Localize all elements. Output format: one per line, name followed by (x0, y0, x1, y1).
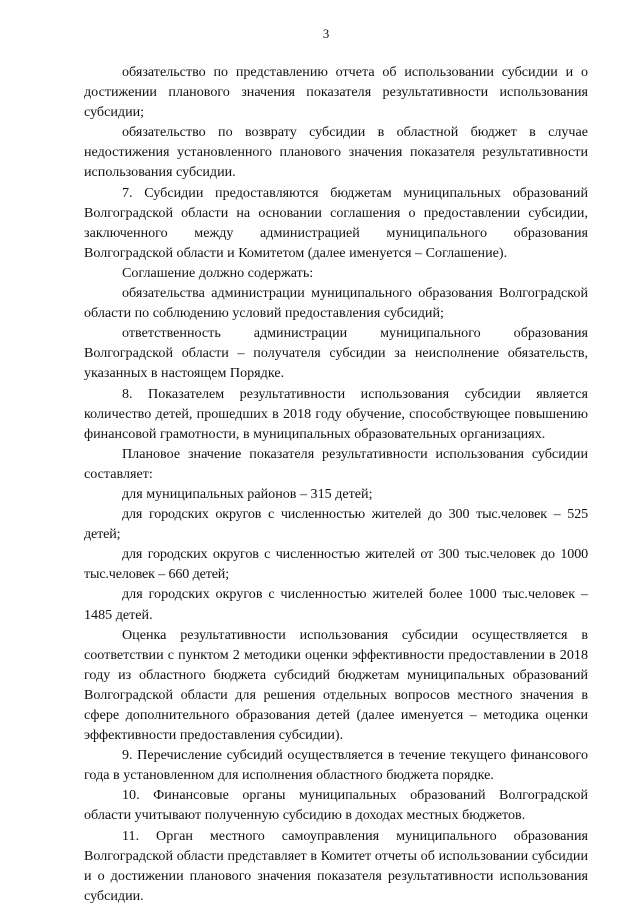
paragraph-agreement-contents: Соглашение должно содержать: (122, 264, 314, 281)
paragraph-item-9: 9. Перечисление субсидий осуществляется в течение текущего финансового года в установленном для исполнения областного бюджета порядке. (84, 747, 588, 784)
paragraph-item-10: 10. Финансовые органы муниципальных образований Волгоградской области учитывают полученную субсидию в доходах местных бюджетов. (84, 787, 588, 824)
page-number: 3 (322, 26, 330, 41)
paragraph-city-districts-over-1000k: для городских округов с численностью жителей более 1000 тыс.человек – 1485 детей. (84, 586, 588, 623)
paragraph-municipal-districts: для муниципальных районов – 315 детей; (122, 485, 373, 502)
paragraph-planned-value: Плановое значение показателя результативности использования субсидии составляет: (84, 445, 588, 482)
paragraph-obligation-refund: обязательство по возврату субсидии в областной бюджет в случае недостижения установленного планового значения показателя результативности использования субсидии. (84, 124, 588, 181)
paragraph-effectiveness-assessment: Оценка результативности использования субсидии осуществляется в соответствии с пунктом 2 методики оценки эффективности предоставлении в 2018 году из областного бюджета субсидий бюджетам муниципальных образований Волгоградской области для решения отдельных вопросов местного значения в сфере дополнительного образования детей (далее именуется – методика оценки эффективности предоставления субсидии). (84, 626, 588, 744)
paragraph-city-districts-300k-1000k: для городских округов с численностью жителей от 300 тыс.человек до 1000 тыс.человек – 660 детей; (84, 546, 588, 583)
paragraph-item-11: 11. Орган местного самоуправления муниципального образования Волгоградской области представляет в Комитет отчеты об использовании субсидии и о достижении планового значения показателя результативности использования субсидии. (84, 827, 588, 904)
paragraph-obligation-report: обязательство по представлению отчета об использовании субсидии и о достижении планового значения показателя результативности использования субсидии; (84, 64, 588, 121)
paragraph-item-8: 8. Показателем результативности использования субсидии является количество детей, прошедших в 2018 году обучение, способствующее повышению финансовой грамотности, в муниципальных образовательных организациях. (84, 385, 588, 442)
paragraph-administration-responsibility: ответственность администрации муниципального образования Волгоградской области – получателя субсидии за неисполнение обязательств, указанных в настоящем Порядке. (84, 325, 588, 382)
document-body (84, 62, 588, 906)
paragraph-city-districts-under-300k: для городских округов с численностью жителей до 300 тыс.человек – 525 детей; (84, 506, 588, 543)
paragraph-item-7: 7. Субсидии предоставляются бюджетам муниципальных образований Волгоградской области на основании соглашения о предоставлении субсидии, заключенного между администрацией муниципального образования Волгоградской области и Комитетом (далее именуется – Соглашение). (84, 184, 588, 261)
paragraph-administration-obligations: обязательства администрации муниципального образования Волгоградской области по соблюдению условий предоставления субсидий; (84, 285, 588, 322)
